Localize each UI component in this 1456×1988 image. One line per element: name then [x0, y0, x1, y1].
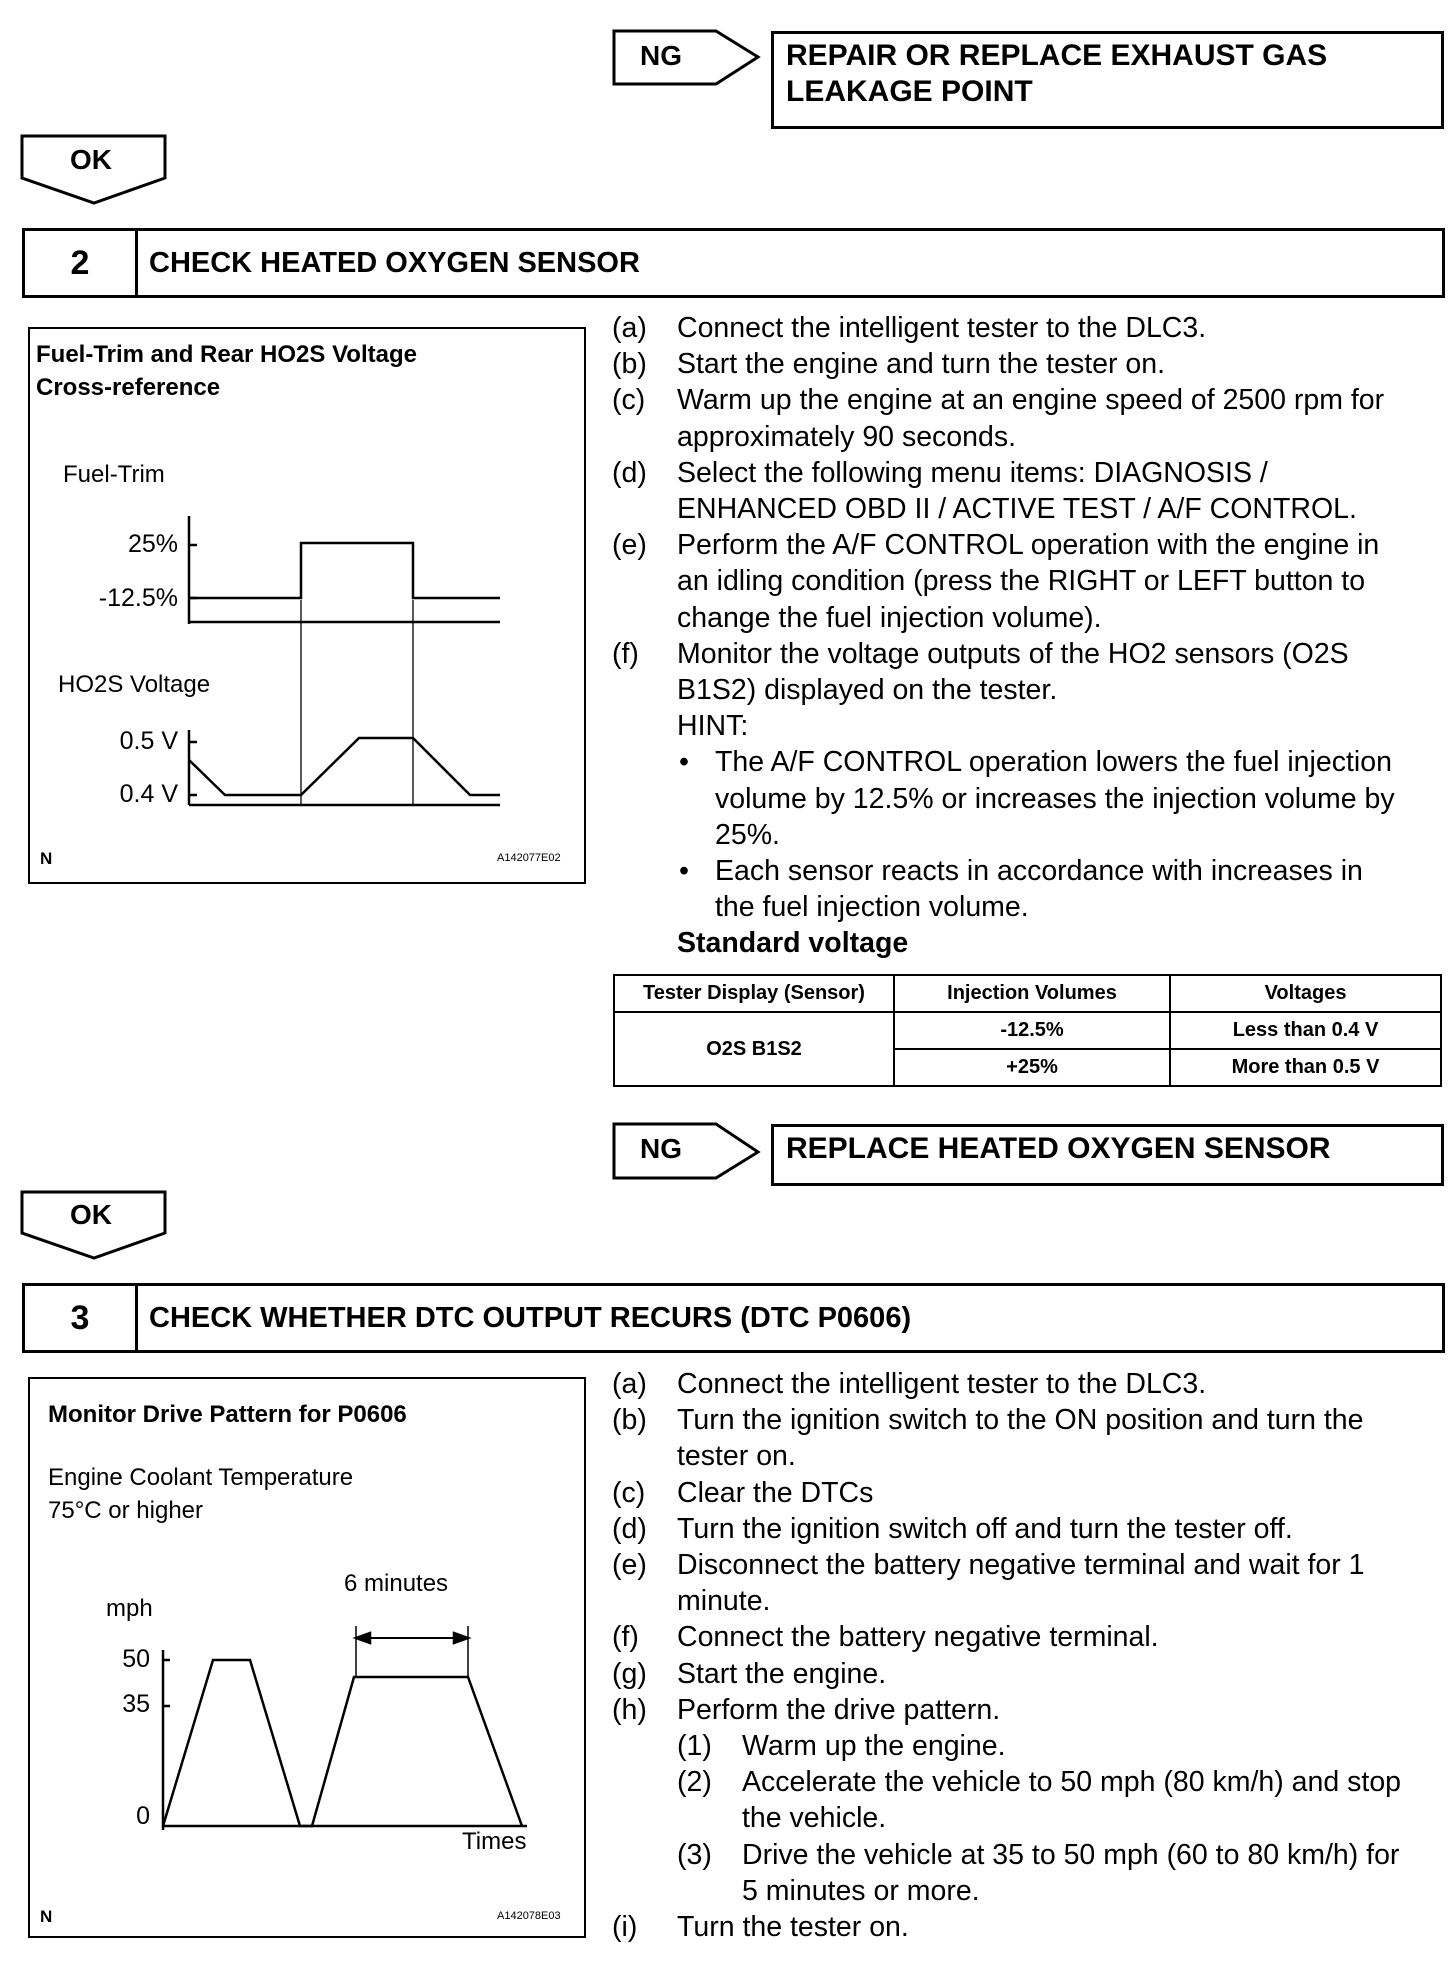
ok-label-1: OK: [70, 144, 112, 175]
table-row: [614, 1012, 1441, 1049]
instruction-item-mark: (a): [612, 1368, 647, 1400]
hint-item-mark: •: [679, 746, 689, 779]
instruction-item: [612, 346, 1442, 382]
instruction-item-mark: (c): [612, 384, 646, 417]
fuel-trim-tick-label-low: -12.5%: [98, 584, 178, 612]
instruction-item: [612, 1656, 1442, 1692]
drive-pattern-substeps: [612, 1728, 1442, 1909]
instruction-item-text: Connect the intelligent tester to the DLC3.: [677, 312, 1207, 344]
hint-item: [677, 853, 1442, 925]
table-cell-sensor: O2S B1S2: [614, 1012, 894, 1086]
instruction-item: [612, 1547, 1442, 1619]
instruction-item-text: Connect the battery negative terminal.: [677, 1621, 1159, 1654]
instruction-item: [612, 1909, 1442, 1945]
instruction-item-mark: (e): [612, 1549, 647, 1582]
ng-action-2: REPLACE HEATED OXYGEN SENSOR: [786, 1132, 1331, 1165]
hint-item-text: 25%.: [715, 818, 780, 851]
figure-corner-mark: N: [40, 1907, 53, 1926]
instruction-item: [612, 1402, 1442, 1474]
ho2s-tick-label-high: 0.5 V: [119, 727, 178, 755]
instruction-item-mark: (f): [612, 1621, 639, 1654]
substep-item: [677, 1837, 1442, 1909]
time-axis-label: Times: [462, 1828, 527, 1855]
fuel-trim-figure-title-line1: Fuel-Trim and Rear HO2S Voltage: [36, 341, 417, 368]
instruction-item: [612, 1619, 1442, 1655]
substep-item-mark: (2): [677, 1766, 712, 1799]
ho2s-label: HO2S Voltage: [58, 671, 211, 698]
ok-label-2: OK: [70, 1199, 112, 1230]
figure-code: A142078E03: [497, 1910, 561, 1922]
instruction-item-mark: (d): [612, 1512, 647, 1545]
instruction-item: [612, 1475, 1442, 1511]
step-3-title: CHECK WHETHER DTC OUTPUT RECURS (DTC P0606): [149, 1302, 912, 1334]
table-header-injection: Injection Volumes: [894, 975, 1170, 1012]
coolant-line1: Engine Coolant Temperature: [48, 1464, 354, 1491]
figure-code: A142077E02: [497, 852, 561, 864]
instruction-item: [612, 527, 1442, 636]
instruction-item-text: an idling condition (press the RIGHT or LEFT button to: [677, 565, 1366, 598]
substep-item: [677, 1764, 1442, 1836]
step-2-number: 2: [25, 231, 138, 295]
ng-action-box-2: [771, 1124, 1444, 1186]
instruction-item-text: Turn the ignition switch off and turn the tester off.: [677, 1512, 1293, 1545]
standard-voltage-label: Standard voltage: [677, 927, 909, 960]
hint-item-text: The A/F CONTROL operation lowers the fuel injection: [715, 746, 1392, 779]
step-3-header: [22, 1283, 1445, 1353]
instruction-item-text: ENHANCED OBD II / ACTIVE TEST / A/F CONTROL.: [677, 493, 1357, 526]
step-2-instructions: [612, 310, 1442, 962]
ho2s-tick-label-low: 0.4 V: [119, 780, 178, 808]
instruction-item-mark: (g): [612, 1657, 647, 1690]
substep-item-text: Accelerate the vehicle to 50 mph (80 km/h) and stop: [742, 1766, 1402, 1799]
mph-unit-label: mph: [106, 1595, 153, 1622]
ng-action-line1: REPAIR OR REPLACE EXHAUST GAS: [786, 39, 1328, 72]
substep-item: [677, 1728, 1442, 1764]
step-3-number: 3: [25, 1286, 138, 1350]
drive-pattern-title: Monitor Drive Pattern for P0606: [48, 1401, 407, 1428]
mph-tick-label-50: 50: [122, 1645, 150, 1673]
hint-item-text: the fuel injection volume.: [715, 891, 1029, 924]
substep-item-text: Warm up the engine.: [742, 1730, 1006, 1763]
step-2-header: [22, 228, 1445, 298]
duration-label: 6 minutes: [344, 1570, 449, 1597]
instruction-item-text: Start the engine and turn the tester on.: [677, 348, 1165, 381]
figure-corner-mark: N: [40, 849, 53, 868]
substep-item-text: 5 minutes or more.: [742, 1874, 980, 1907]
hint-label: HINT:: [677, 710, 749, 743]
substep-item-mark: (1): [677, 1730, 712, 1763]
substep-item-text: Drive the vehicle at 35 to 50 mph (60 to 80 km/h) for: [742, 1838, 1400, 1871]
substep-item-text: the vehicle.: [742, 1802, 887, 1835]
ng-action-box-1: [771, 31, 1444, 129]
instruction-item-text: minute.: [677, 1585, 771, 1618]
instruction-item-mark: (i): [612, 1911, 638, 1944]
instruction-item: [612, 382, 1442, 454]
instruction-item-text: Select the following menu items: DIAGNOSIS /: [677, 456, 1268, 489]
step-3-instructions: [612, 1366, 1442, 1945]
instruction-item-text: tester on.: [677, 1440, 796, 1473]
instruction-item-mark: (b): [612, 348, 647, 381]
table-header-voltage: Voltages: [1170, 975, 1441, 1012]
step-2-title: CHECK HEATED OXYGEN SENSOR: [149, 247, 640, 279]
instruction-item: [612, 310, 1442, 346]
hint-item: [677, 744, 1442, 853]
instruction-item-text: Warm up the engine at an engine speed of 2500 rpm for: [677, 384, 1385, 417]
fuel-trim-figure-title-line2: Cross-reference: [36, 374, 221, 401]
mph-tick-label-0: 0: [136, 1802, 150, 1830]
coolant-condition: [48, 1461, 353, 1527]
instruction-item-mark: (h): [612, 1693, 647, 1726]
instruction-item-mark: (d): [612, 456, 647, 489]
instruction-item: [612, 1511, 1442, 1547]
instruction-item-text: Perform the A/F CONTROL operation with the engine in: [677, 529, 1380, 562]
instruction-item-text: Connect the intelligent tester to the DLC3.: [677, 1368, 1207, 1400]
substep-item-mark: (3): [677, 1838, 712, 1871]
instruction-item-mark: (f): [612, 637, 639, 670]
instruction-item-text: B1S2) displayed on the tester.: [677, 674, 1058, 707]
table-cell-voltage: More than 0.5 V: [1170, 1049, 1441, 1086]
table-header-sensor: Tester Display (Sensor): [614, 975, 894, 1012]
hint-item-text: Each sensor reacts in accordance with increases in: [715, 855, 1363, 888]
ng-label-1: NG: [640, 40, 682, 71]
instruction-item: [612, 636, 1442, 708]
instruction-item-text: Perform the drive pattern.: [677, 1693, 1001, 1726]
ng-action-line2: LEAKAGE POINT: [786, 75, 1033, 108]
instruction-item-text: Disconnect the battery negative terminal and wait for 1: [677, 1549, 1365, 1582]
table-cell-voltage: Less than 0.4 V: [1170, 1012, 1441, 1049]
instruction-item-text: Start the engine.: [677, 1657, 887, 1690]
instruction-item-text: change the fuel injection volume).: [677, 601, 1102, 634]
table-cell-injection: -12.5%: [894, 1012, 1170, 1049]
hint-item-mark: •: [679, 855, 689, 888]
fuel-trim-label: Fuel-Trim: [63, 461, 165, 488]
instruction-item-mark: (a): [612, 312, 647, 344]
instruction-item-mark: (e): [612, 529, 647, 562]
instruction-item: [612, 1366, 1442, 1402]
fuel-trim-figure-title: [36, 338, 417, 404]
instruction-item-mark: (b): [612, 1404, 647, 1437]
fuel-trim-tick-label-25: 25%: [127, 530, 178, 558]
hint-block: [612, 708, 1442, 961]
ng-label-2: NG: [640, 1133, 682, 1164]
instruction-item: [612, 1692, 1442, 1728]
instruction-item-text: Turn the ignition switch to the ON position and turn the: [677, 1404, 1364, 1437]
hint-item-text: volume by 12.5% or increases the injection volume by: [715, 782, 1395, 815]
table-cell-injection: +25%: [894, 1049, 1170, 1086]
instruction-item: [612, 455, 1442, 527]
instruction-item-text: Monitor the voltage outputs of the HO2 sensors (O2S: [677, 637, 1349, 670]
mph-tick-label-35: 35: [122, 1690, 150, 1718]
standard-voltage-table: [613, 974, 1442, 1087]
instruction-item-text: Clear the DTCs: [677, 1476, 874, 1509]
coolant-line2: 75°C or higher: [48, 1497, 204, 1524]
instruction-item-text: approximately 90 seconds.: [677, 420, 1017, 453]
instruction-item-mark: (c): [612, 1476, 646, 1509]
instruction-item-text: Turn the tester on.: [677, 1911, 909, 1944]
